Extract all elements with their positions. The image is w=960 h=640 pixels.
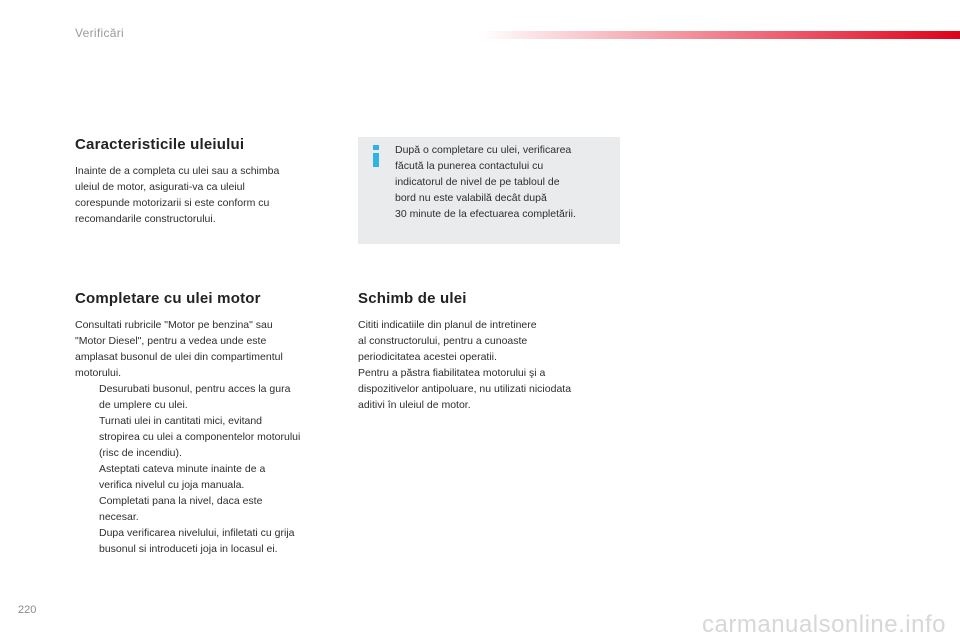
list-item (75, 493, 350, 525)
text-line: corespunde motorizarii si este conform cu (75, 197, 270, 209)
list-item (75, 461, 350, 493)
text-line: recomandarile constructorului. (75, 213, 216, 225)
text-line: Completati pana la nivel, daca este (99, 495, 263, 507)
info-note-text (395, 142, 615, 222)
text-line: periodicitatea acestei operatii. (358, 351, 497, 363)
text-line: Consultati rubricile "Motor pe benzina" sau (75, 319, 273, 331)
section-title: Verificări (75, 26, 125, 40)
text-line: După o completare cu ulei, verificarea (395, 144, 572, 156)
engine-oil-topup-heading: Completare cu ulei motor (75, 290, 261, 307)
oil-characteristics-section (75, 136, 345, 227)
oil-characteristics-text (75, 163, 345, 227)
text-line: Cititi indicatiile din planul de intretinere (358, 319, 537, 331)
oil-change-heading: Schimb de ulei (358, 290, 467, 307)
text-line: Inainte de a completa cu ulei sau a schimba (75, 165, 280, 177)
text-line: indicatorul de nivel de pe tabloul de (395, 176, 560, 188)
text-line: amplasat busonul de ulei din compartimentul (75, 351, 283, 363)
text-line: Asteptati cateva minute inainte de a (99, 463, 266, 475)
text-line: de umplere cu ulei. (99, 399, 188, 411)
oil-characteristics-heading: Caracteristicile uleiului (75, 136, 245, 153)
text-line: motorului. (75, 367, 122, 379)
text-line: necesar. (99, 511, 139, 523)
text-line: al constructorului, pentru a cunoaste (358, 335, 528, 347)
text-line: bord nu este valabilă decât după (395, 192, 547, 204)
topup-steps-list (75, 381, 350, 557)
oil-change-text (358, 317, 623, 413)
engine-oil-topup-intro (75, 317, 350, 381)
text-line: "Motor Diesel", pentru a vedea unde este (75, 335, 267, 347)
text-line: făcută la punerea contactului cu (395, 160, 544, 172)
text-line: Desurubati busonul, pentru acces la gura (99, 383, 291, 395)
header-accent-bar (480, 31, 960, 39)
text-line: Pentru a păstra fiabilitatea motorului şi a (358, 367, 546, 379)
info-note-box (358, 137, 620, 244)
info-icon (370, 145, 382, 167)
text-line: 30 minute de la efectuarea completării. (395, 208, 576, 220)
text-line: busonul si introduceti joja in locasul ei. (99, 543, 278, 555)
list-item (75, 413, 350, 461)
text-line: aditivi în uleiul de motor. (358, 399, 471, 411)
text-line: verifica nivelul cu joja manuala. (99, 479, 245, 491)
watermark: carmanualsonline.info (702, 611, 946, 638)
text-line: Dupa verificarea nivelului, infiletati cu grija (99, 527, 295, 539)
text-line: dispozitivelor antipoluare, nu utilizati niciodata (358, 383, 572, 395)
oil-change-section (358, 290, 623, 413)
list-item (75, 525, 350, 557)
list-item (75, 381, 350, 413)
text-line: Turnati ulei in cantitati mici, evitand (99, 415, 263, 427)
text-line: (risc de incendiu). (99, 447, 182, 459)
page-number: 220 (18, 604, 37, 616)
text-line: stropirea cu ulei a componentelor motorului (99, 431, 301, 443)
engine-oil-topup-section (75, 290, 350, 557)
text-line: uleiul de motor, asigurati-va ca uleiul (75, 181, 245, 193)
